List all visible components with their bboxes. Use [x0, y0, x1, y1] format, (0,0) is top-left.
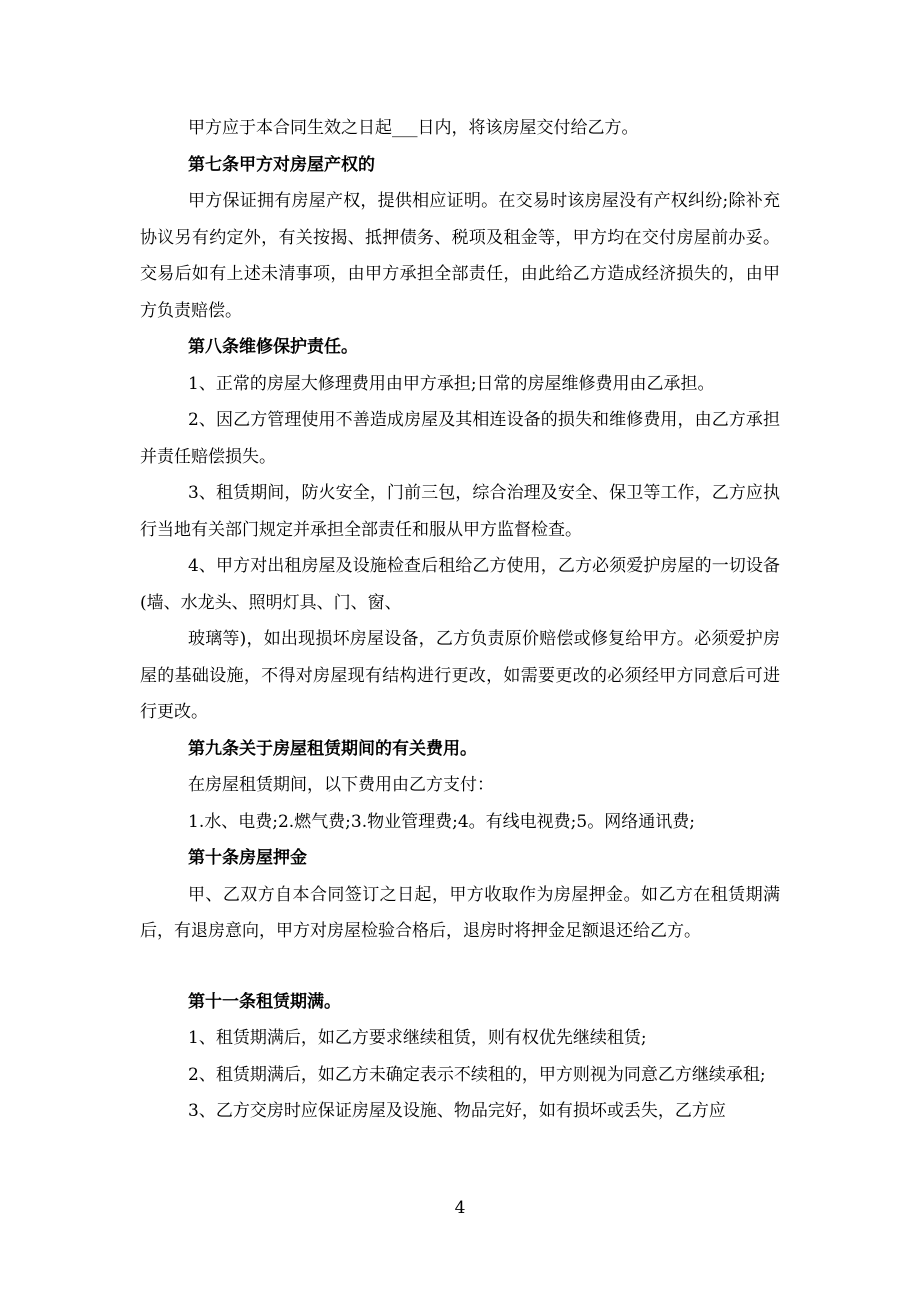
- paragraph-repair-4-continued: 玻璃等)，如出现损坏房屋设备，乙方负责原价赔偿或修复给甲方。必须爱护房屋的基础设施，不得对房屋现有结构进行更改，如需要更改的必须经甲方同意后可进行更改。: [140, 629, 780, 722]
- paragraph-repair-1: 1、正常的房屋大修理费用由甲方承担;日常的房屋维修费用由乙承担。: [188, 373, 715, 394]
- paragraph-property-rights: 甲方保证拥有房屋产权，提供相应证明。在交易时该房屋没有产权纠纷;除补充协议另有约定外，有关按揭、抵押债务、税项及租金等，甲方均在交付房屋前办妥。交易后如有上述未清事项，由甲方承担全部责任，由此给乙方造成经济损失的，由甲方负责赔偿。: [140, 191, 780, 321]
- heading-article-7: 第七条甲方对房屋产权的: [188, 154, 375, 175]
- paragraph-delivery: 甲方应于本合同生效之日起___日内，将该房屋交付给乙方。: [188, 118, 639, 138]
- paragraph-expiry-3: 3、乙方交房时应保证房屋及设施、物品完好，如有损坏或丢失，乙方应: [188, 1101, 726, 1121]
- heading-article-11: 第十一条租赁期满。: [188, 991, 341, 1012]
- paragraph-expiry-2: 2、租赁期满后，如乙方未确定表示不续租的，甲方则视为同意乙方继续承租;: [188, 1064, 766, 1085]
- page-number: 4: [454, 1198, 466, 1218]
- paragraph-spacer: [140, 950, 780, 984]
- paragraph-repair-4: 4、甲方对出租房屋及设施检查后租给乙方使用，乙方必须爱护房屋的一切设备(墙、水龙头、照明灯具、门、窗、: [140, 556, 780, 613]
- document-body: [140, 110, 780, 1130]
- paragraph-expiry-1: 1、租赁期满后，如乙方要求继续租赁，则有权优先继续租赁;: [188, 1028, 647, 1048]
- paragraph-fees-list: 1.水、电费;2.燃气费;3.物业管理费;4。有线电视费;5。网络通讯费;: [188, 811, 695, 832]
- paragraph-fees-intro: 在房屋租赁期间，以下费用由乙方支付：: [188, 775, 494, 795]
- heading-article-8: 第八条维修保护责任。: [188, 337, 358, 357]
- paragraph-deposit: 甲、乙双方自本合同签订之日起，甲方收取作为房屋押金。如乙方在租赁期满后，有退房意向，甲方对房屋检验合格后，退房时将押金足额退还给乙方。: [140, 884, 780, 941]
- heading-article-10: 第十条房屋押金: [188, 848, 307, 868]
- heading-article-9: 第九条关于房屋租赁期间的有关费用。: [188, 738, 477, 759]
- paragraph-repair-3: 3、租赁期间，防火安全，门前三包，综合治理及安全、保卫等工作，乙方应执行当地有关部门规定并承担全部责任和服从甲方监督检查。: [140, 483, 780, 540]
- paragraph-repair-2: 2、因乙方管理使用不善造成房屋及其相连设备的损失和维修费用，由乙方承担并责任赔偿损失。: [140, 410, 780, 467]
